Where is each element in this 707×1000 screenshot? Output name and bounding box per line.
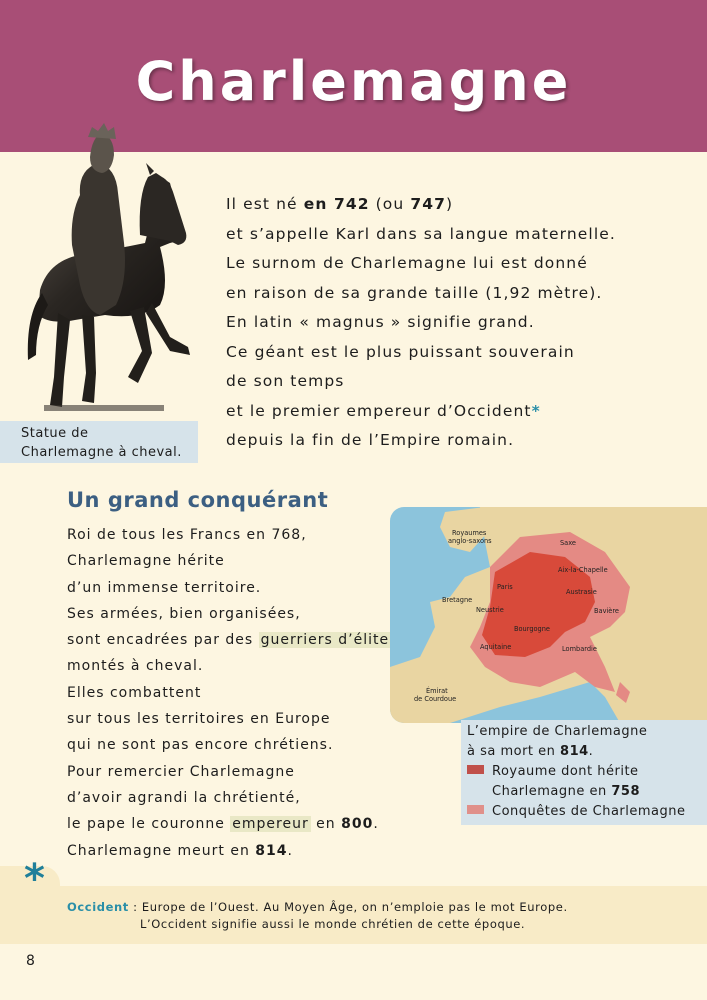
map-label: Neustrie <box>476 606 504 614</box>
footnote-line: L’Occident signifie aussi le monde chrétien de cette époque. <box>140 917 526 931</box>
body-text: en <box>310 816 342 833</box>
body-line: d’un immense territoire. <box>67 579 262 596</box>
map-label: Austrasie <box>566 588 597 596</box>
legend-title: L’empire de Charlemagne <box>467 724 648 739</box>
body-line <box>67 627 397 653</box>
intro-line <box>226 190 696 220</box>
map-label: Bretagne <box>442 596 473 604</box>
body-text: . <box>287 842 293 859</box>
glossary-term: Occident <box>67 900 129 914</box>
legend-year: 758 <box>611 784 640 799</box>
legend-text: Conquêtes de Charlemagne <box>492 804 686 819</box>
glossary-footnote <box>67 899 568 933</box>
inherited-swatch <box>467 765 484 774</box>
body-line: sur tous les territoires en Europe <box>67 711 331 728</box>
body-line: montés à cheval. <box>67 658 204 675</box>
intro-line: de son temps <box>226 372 345 390</box>
body-line: Elles combattent <box>67 684 202 701</box>
legend-text: Charlemagne en <box>492 784 612 799</box>
legend-conquests <box>467 802 707 822</box>
body-line: Roi de tous les Francs en 768, <box>67 527 307 543</box>
map-label: Aix-la-Chapelle <box>558 566 608 574</box>
statue-caption-line-2: Charlemagne à cheval. <box>21 445 182 460</box>
legend-title <box>467 742 707 762</box>
body-text: le pape le couronne <box>67 816 231 833</box>
birth-year: en 742 <box>303 195 370 213</box>
body-line: Ses armées, bien organisées, <box>67 605 301 622</box>
intro-text: ) <box>446 195 454 213</box>
legend-inherited <box>467 762 707 782</box>
footnote-line <box>67 899 568 916</box>
body-line <box>67 838 397 864</box>
intro-line: Ce géant est le plus puissant souverain <box>226 342 575 361</box>
page-title: Charlemagne <box>135 50 572 113</box>
coronation-year: 800 <box>341 816 374 833</box>
intro-line: Le surnom de Charlemagne lui est donné <box>226 254 588 272</box>
intro-text: Il est né <box>226 195 304 213</box>
footnote-text: : <box>128 900 142 914</box>
intro-line: en raison de sa grande taille (1,92 mètre). <box>226 283 603 302</box>
map-label: Émirat <box>426 687 448 695</box>
legend-text: . <box>588 744 594 759</box>
map-label: Lombardie <box>562 645 597 653</box>
statue-caption-line-1: Statue de <box>21 426 89 441</box>
body-line: Pour remercier Charlemagne <box>67 763 295 780</box>
conqueror-paragraph <box>67 522 397 864</box>
map-legend <box>461 720 707 825</box>
glossary-asterisk: * <box>531 401 541 420</box>
section-heading: Un grand conquérant <box>67 488 329 512</box>
body-line <box>67 811 397 837</box>
intro-paragraph <box>226 190 696 456</box>
legend-year: 814 <box>560 744 589 759</box>
charlemagne-statue-image <box>20 115 200 425</box>
map-label: anglo-saxons <box>448 537 492 545</box>
body-line: qui ne sont pas encore chrétiens. <box>67 737 334 754</box>
body-text: sont encadrées par des <box>67 632 259 649</box>
intro-line: depuis la fin de l’Empire romain. <box>226 431 515 449</box>
legend-text: Royaume dont hérite <box>492 764 639 779</box>
intro-text: et le premier empereur d’Occident <box>226 401 532 420</box>
legend-inherited <box>467 782 707 802</box>
body-line: d’avoir agrandi la chrétienté, <box>67 789 301 806</box>
intro-line: et s’appelle Karl dans sa langue maternelle. <box>226 224 616 243</box>
page-number: 8 <box>26 953 35 969</box>
map-label: Bourgogne <box>514 625 550 633</box>
legend-text: à sa mort en <box>467 744 561 759</box>
highlighted-term: empereur <box>232 816 309 833</box>
death-year: 814 <box>255 842 288 859</box>
map-label: Bavière <box>594 607 619 615</box>
map-label: de Courdoue <box>414 695 457 703</box>
statue-caption <box>0 421 198 463</box>
empire-map <box>390 507 707 723</box>
highlighted-term: guerriers d’élite <box>260 632 390 649</box>
map-label: Saxe <box>560 539 576 547</box>
intro-line: En latin « magnus » signifie grand. <box>226 313 535 331</box>
map-label: Paris <box>497 583 513 591</box>
body-text: Charlemagne meurt en <box>67 842 256 859</box>
body-text: . <box>373 816 379 833</box>
footnote-text: Europe de l’Ouest. Au Moyen Âge, on n’emploie pas le mot Europe. <box>141 900 568 914</box>
conquests-swatch <box>467 805 484 814</box>
alt-birth-year: 747 <box>410 195 446 213</box>
intro-line <box>226 397 696 427</box>
map-label: Aquitaine <box>480 643 512 651</box>
body-line: Charlemagne hérite <box>67 553 225 570</box>
map-label: Royaumes <box>452 529 487 537</box>
asterisk-icon: * <box>24 856 45 902</box>
intro-text: (ou <box>369 195 411 213</box>
